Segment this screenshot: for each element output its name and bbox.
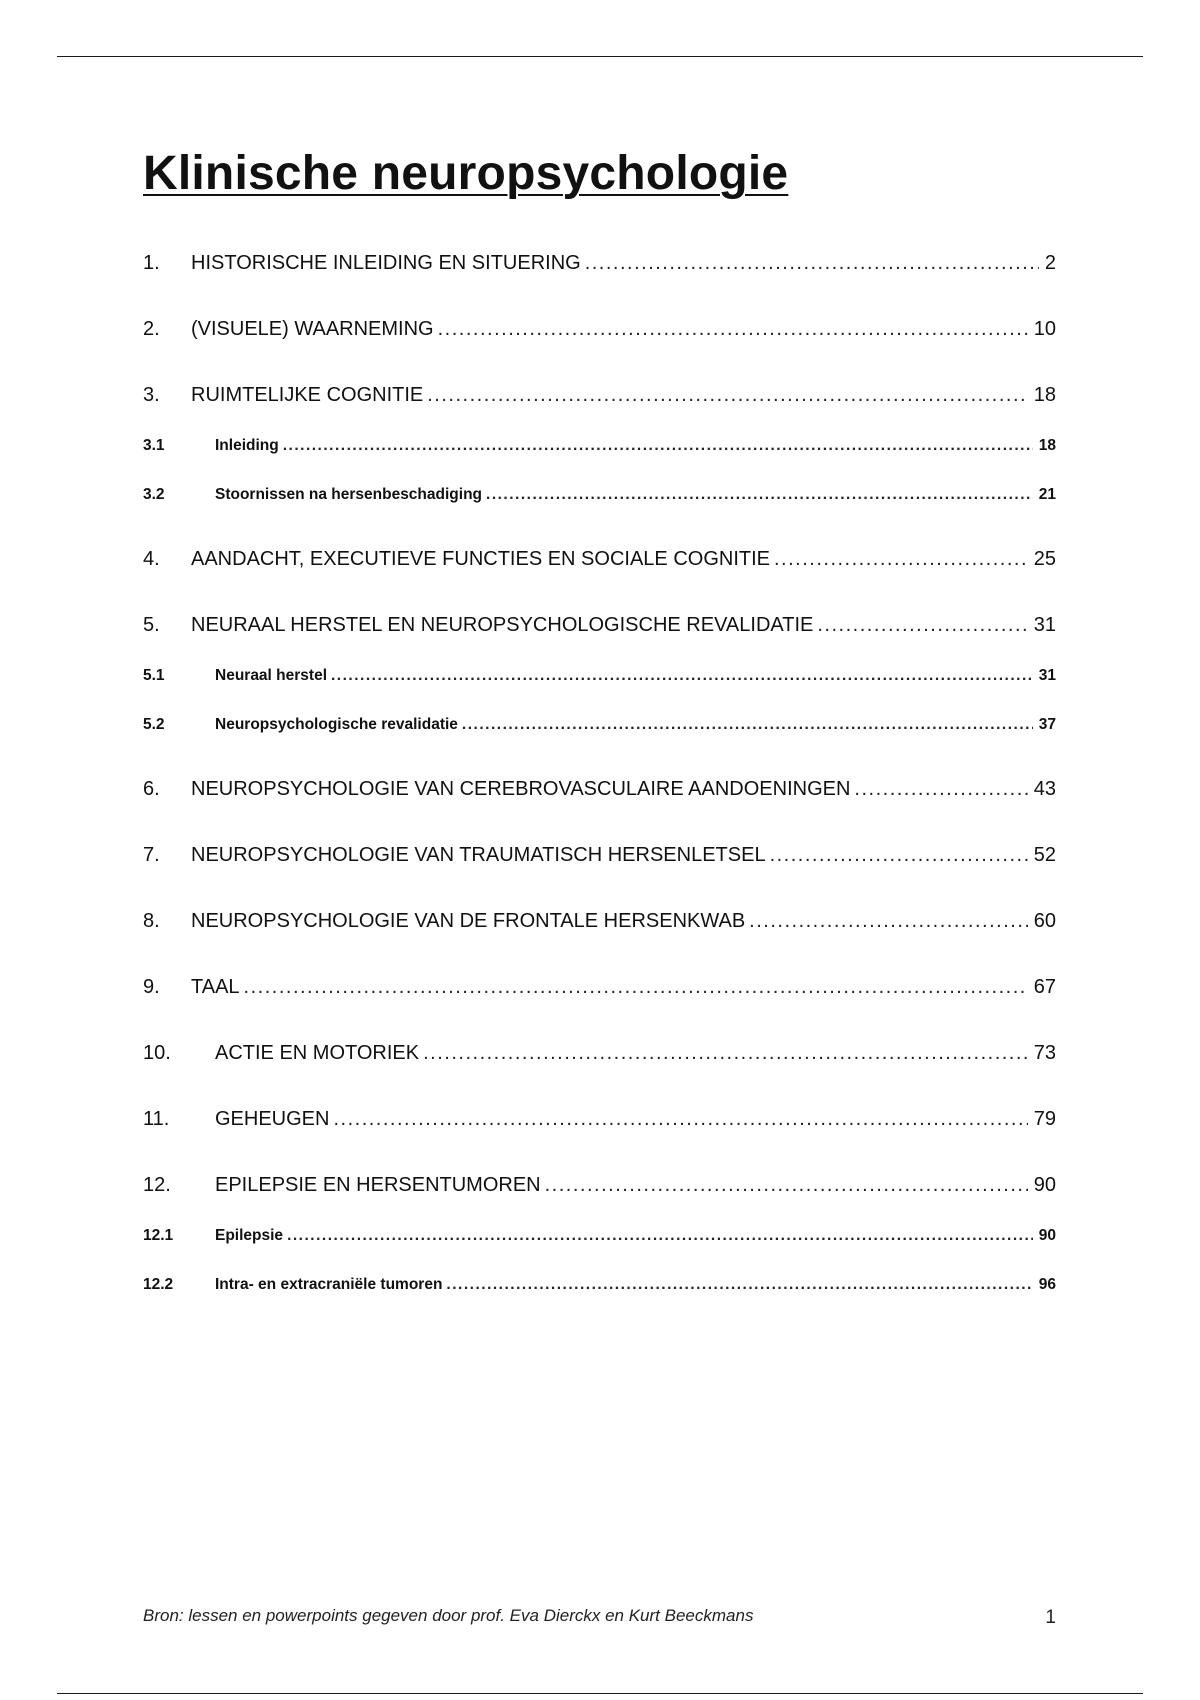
toc-entry-title: NEUROPSYCHOLOGIE VAN CEREBROVASCULAIRE AANDOENINGEN (191, 778, 851, 800)
toc-entry-title: GEHEUGEN (215, 1108, 330, 1130)
toc-entry-number: 4. (143, 548, 160, 570)
toc-entry-number: 7. (143, 844, 160, 866)
toc-entry-page: 2 (1044, 252, 1056, 274)
toc-dot-leader (331, 667, 1033, 685)
toc-entry-page: 90 (1038, 1227, 1056, 1244)
toc-entry-title: ACTIE EN MOTORIEK (215, 1042, 420, 1064)
toc-entry-title: NEUROPSYCHOLOGIE VAN DE FRONTALE HERSENKWAB (191, 910, 746, 932)
toc-entry-3-2[interactable] (143, 486, 1056, 504)
toc-entry-number: 9. (143, 976, 160, 998)
toc-entry-3-1[interactable] (143, 437, 1056, 455)
toc-entry-2[interactable] (143, 318, 1056, 341)
toc-entry-5-1[interactable] (143, 667, 1056, 685)
toc-entry-number: 12.1 (143, 1227, 174, 1244)
toc-entry-number: 12. (143, 1174, 171, 1196)
toc-entry-page: 96 (1038, 1276, 1056, 1293)
toc-entry-page: 18 (1033, 384, 1056, 406)
toc-entry-title: AANDACHT, EXECUTIEVE FUNCTIES EN SOCIALE COGNITIE (191, 548, 770, 570)
toc-entry-page: 31 (1033, 614, 1056, 636)
toc-entry-title: Neuraal herstel (215, 667, 327, 684)
toc-entry-title: Epilepsie (215, 1227, 284, 1244)
header-rule (57, 56, 1143, 57)
toc-dot-leader (244, 976, 1028, 999)
toc-entry-6[interactable] (143, 778, 1056, 801)
toc-entry-7[interactable] (143, 844, 1056, 867)
document-title: Klinische neuropsychologie (143, 147, 789, 200)
toc-dot-leader (749, 910, 1028, 933)
toc-dot-leader (287, 1227, 1033, 1245)
footer-source-note: Bron: lessen en powerpoints gegeven door prof. Eva Dierckx en Kurt Beeckmans (143, 1606, 754, 1625)
toc-dot-leader (774, 548, 1028, 571)
toc-entry-10[interactable] (143, 1042, 1056, 1065)
toc-entry-page: 31 (1038, 667, 1056, 684)
toc-entry-title: Inleiding (215, 437, 279, 454)
toc-entry-number: 3.2 (143, 486, 165, 503)
toc-entry-title: TAAL (191, 976, 240, 998)
toc-entry-11[interactable] (143, 1108, 1056, 1131)
toc-entry-number: 5.2 (143, 716, 165, 733)
toc-entry-number: 5.1 (143, 667, 165, 684)
toc-entry-number: 5. (143, 614, 160, 636)
toc-entry-title: NEURAAL HERSTEL EN NEUROPSYCHOLOGISCHE REVALIDATIE (191, 614, 814, 636)
toc-entry-page: 25 (1033, 548, 1056, 570)
toc-entry-12-1[interactable] (143, 1227, 1056, 1245)
toc-entry-page: 79 (1033, 1108, 1056, 1130)
toc-dot-leader (446, 1276, 1032, 1294)
toc-entry-number: 3. (143, 384, 160, 406)
toc-dot-leader (770, 844, 1028, 867)
toc-entry-page: 67 (1033, 976, 1056, 998)
toc-entry-4[interactable] (143, 548, 1056, 571)
toc-entry-title: Neuropsychologische revalidatie (215, 716, 458, 733)
footer-rule (57, 1693, 1143, 1694)
toc-entry-title: HISTORISCHE INLEIDING EN SITUERING (191, 252, 581, 274)
toc-entry-page: 52 (1033, 844, 1056, 866)
toc-entry-number: 6. (143, 778, 160, 800)
toc-dot-leader (427, 384, 1028, 407)
toc-dot-leader (438, 318, 1028, 341)
toc-entry-number: 11. (143, 1108, 170, 1130)
toc-entry-12-2[interactable] (143, 1276, 1056, 1294)
toc-entry-page: 90 (1033, 1174, 1056, 1196)
toc-entry-3[interactable] (143, 384, 1056, 407)
toc-entry-title: NEUROPSYCHOLOGIE VAN TRAUMATISCH HERSENLETSEL (191, 844, 766, 866)
toc-dot-leader (423, 1042, 1028, 1065)
toc-dot-leader (486, 486, 1033, 504)
toc-dot-leader (462, 716, 1033, 734)
toc-entry-9[interactable] (143, 976, 1056, 999)
toc-entry-title: RUIMTELIJKE COGNITIE (191, 384, 424, 406)
toc-entry-1[interactable] (143, 252, 1056, 275)
toc-entry-5-2[interactable] (143, 716, 1056, 734)
toc-entry-page: 10 (1033, 318, 1056, 340)
toc-entry-page: 18 (1038, 437, 1056, 454)
toc-dot-leader (545, 1174, 1028, 1197)
toc-entry-number: 12.2 (143, 1276, 174, 1293)
toc-entry-page: 21 (1038, 486, 1056, 503)
toc-dot-leader (333, 1108, 1027, 1131)
toc-entry-number: 8. (143, 910, 160, 932)
toc-entry-title: Intra- en extracraniële tumoren (215, 1276, 443, 1293)
toc-entry-page: 37 (1038, 716, 1056, 733)
toc-dot-leader (283, 437, 1033, 455)
toc-entry-title: Stoornissen na hersenbeschadiging (215, 486, 483, 503)
toc-entry-5[interactable] (143, 614, 1056, 637)
toc-dot-leader (854, 778, 1027, 801)
toc-entry-number: 1. (143, 252, 160, 274)
toc-entry-number: 3.1 (143, 437, 165, 454)
toc-entry-page: 60 (1033, 910, 1056, 932)
toc-entry-title: EPILEPSIE EN HERSENTUMOREN (215, 1174, 541, 1196)
toc-entry-number: 10. (143, 1042, 171, 1064)
footer-page-number: 1 (1045, 1607, 1056, 1628)
toc-entry-page: 73 (1033, 1042, 1056, 1064)
toc-entry-8[interactable] (143, 910, 1056, 933)
toc-entry-number: 2. (143, 318, 160, 340)
toc-entry-12[interactable] (143, 1174, 1056, 1197)
toc-entry-page: 43 (1033, 778, 1056, 800)
toc-dot-leader (817, 614, 1027, 637)
toc-entry-title: (VISUELE) WAARNEMING (191, 318, 434, 340)
toc-dot-leader (585, 252, 1039, 275)
